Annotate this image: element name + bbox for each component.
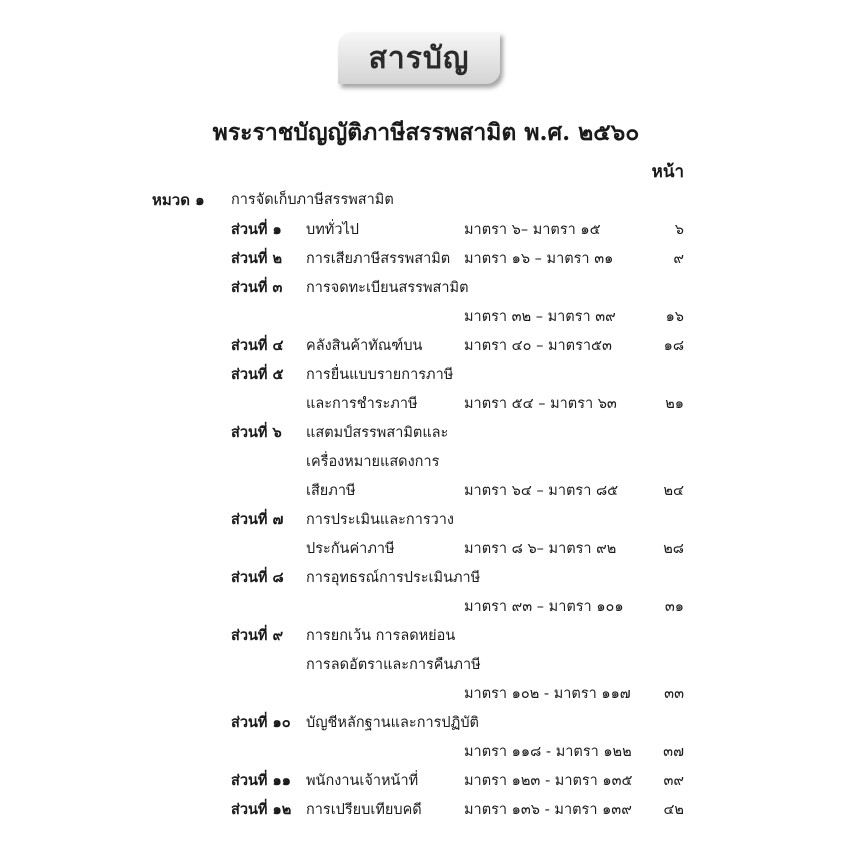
section-label: ส่วนที่ ๑๑: [231, 773, 291, 789]
section-title: การประเมินและการวาง: [306, 512, 455, 528]
section-range: มาตรา ๑๐๒ - มาตรา ๑๑๗: [464, 686, 631, 702]
section-range: มาตรา ๖– มาตรา ๑๕: [464, 222, 601, 238]
section-page: ๓๓: [664, 686, 684, 702]
section-title: การเสียภาษีสรรพสามิต: [306, 251, 451, 267]
chapter-label: หมวด ๑: [152, 191, 205, 209]
section-label: ส่วนที่ ๕: [231, 367, 284, 383]
chapter-title: การจัดเก็บภาษีสรรพสามิต: [231, 192, 394, 208]
section-label: ส่วนที่ ๑: [231, 222, 282, 238]
section-title: การจดทะเบียนสรรพสามิต: [306, 280, 469, 296]
section-range: มาตรา ๓๒ – มาตรา ๓๙: [464, 309, 616, 325]
section-label: ส่วนที่ ๖: [231, 425, 282, 441]
section-page: ๓๙: [663, 773, 684, 789]
section-title: บททั่วไป: [306, 222, 359, 238]
section-title: การยื่นแบบรายการภาษี: [306, 367, 454, 383]
section-title: แสตมป์สรรพสามิตและ: [306, 425, 449, 441]
section-label: ส่วนที่ ๓: [231, 280, 283, 296]
section-page: ๙: [673, 251, 684, 267]
section-page: ๑๘: [663, 338, 684, 354]
section-label: ส่วนที่ ๔: [231, 338, 284, 354]
section-label: ส่วนที่ ๒: [231, 251, 283, 267]
section-title: พนักงานเจ้าหน้าที่: [306, 773, 419, 789]
section-page: ๑๖: [665, 309, 684, 325]
section-title-cont: เครื่องหมายแสดงการ: [306, 454, 440, 470]
section-page: ๖: [674, 222, 684, 238]
section-range: มาตรา ๙๓ – มาตรา ๑๐๑: [464, 599, 624, 615]
section-range: มาตรา ๑๑๘ - มาตรา ๑๒๒: [464, 744, 632, 760]
section-title: การยกเว้น การลดหย่อน: [306, 628, 456, 644]
section-range: มาตรา ๑๖ – มาตรา ๓๑: [464, 251, 614, 267]
section-title-cont: ประกันค่าภาษี: [306, 541, 395, 557]
section-range: มาตรา ๑๒๓ - มาตรา ๑๓๕: [464, 773, 633, 789]
section-range: มาตรา ๑๓๖ - มาตรา ๑๓๙: [464, 802, 632, 818]
section-page: ๒๔: [663, 483, 684, 499]
section-page: ๓๗: [663, 744, 684, 760]
document-title: พระราชบัญญัติภาษีสรรพสามิต พ.ศ. ๒๕๖๐: [212, 119, 640, 146]
toc-badge: สารบัญ: [338, 32, 500, 84]
section-title-cont: เสียภาษี: [306, 483, 356, 499]
section-range: มาตรา ๖๔ – มาตรา ๘๕: [464, 483, 619, 499]
section-label: ส่วนที่ ๑๐: [231, 715, 291, 731]
section-title: การเปรียบเทียบคดี: [306, 802, 422, 818]
section-title: บัญชีหลักฐานและการปฏิบัติ: [306, 715, 479, 731]
section-range: มาตรา ๘ ๖– มาตรา ๙๒: [464, 541, 617, 557]
section-page: ๓๑: [664, 599, 684, 615]
section-title: คลังสินค้าทัณฑ์บน: [306, 338, 423, 354]
section-label: ส่วนที่ ๙: [231, 628, 284, 644]
section-label: ส่วนที่ ๘: [231, 570, 284, 586]
section-range: มาตรา ๕๔ – มาตรา ๖๓: [464, 396, 617, 412]
section-title-cont: การลดอัตราและการคืนภาษี: [306, 657, 481, 673]
section-page: ๒๘: [663, 541, 684, 557]
section-label: ส่วนที่ ๑๒: [231, 802, 292, 818]
section-page: ๔๒: [663, 802, 684, 818]
section-page: ๒๑: [665, 396, 684, 412]
section-range: มาตรา ๔๐ – มาตรา๕๓: [464, 338, 612, 354]
section-label: ส่วนที่ ๗: [231, 512, 284, 528]
section-title-cont: และการชำระภาษี: [306, 396, 418, 412]
page-column-header: หน้า: [651, 162, 684, 182]
section-title: การอุทธรณ์การประเมินภาษี: [306, 570, 481, 586]
